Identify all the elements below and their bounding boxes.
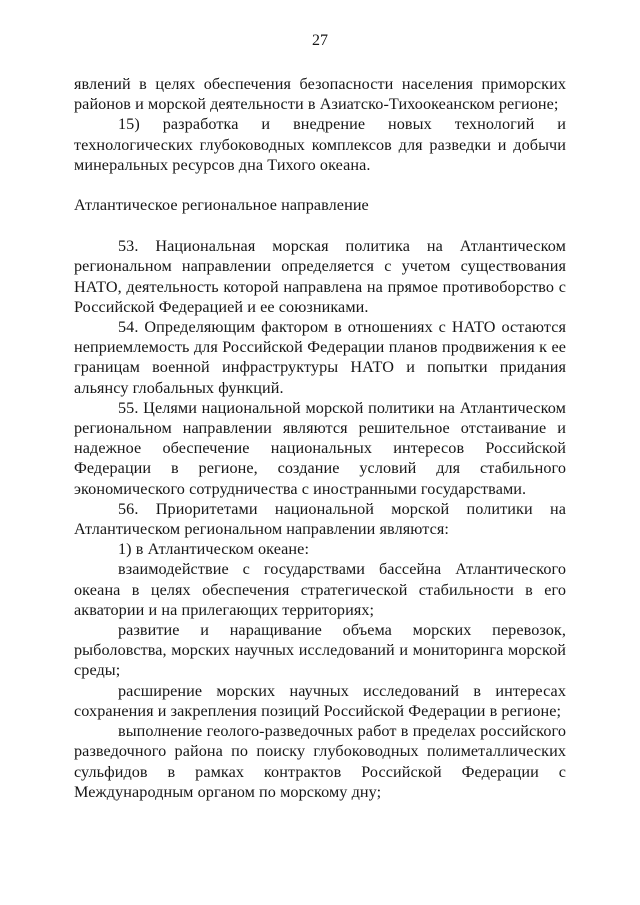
page-number: 27 [312,32,328,49]
paragraph-55: 55. Целями национальной морской политики на Атлантическом региональном направлении являются решительное отстаивание и надежное обеспечение национальных интересов Российской Федерации в регионе, создание условий для стабильного экономического сотрудничества с иностранными государствами. [74,398,566,498]
list-item-exploration: выполнение геолого-разведочных работ в пределах российского разведочного района по поиску глубоководных полиметаллических сульфидов в рамках контрактов Российской Федерации с Международным органом по морскому дну; [74,722,566,801]
list-item-development: развитие и наращивание объема морских перевозок, рыболовства, морских научных исследований и мониторинга морской среды; [74,621,566,680]
section-heading: Атлантическое региональное направление [74,196,369,215]
list-item-interaction: взаимодействие с государствами бассейна Атлантического океана в целях обеспечения стратегической стабильности в его акватории и на прилегающих территориях; [74,560,566,619]
list-item-atlantic-ocean: 1) в Атлантическом океане: [118,540,310,559]
paragraph-56: 56. Приоритетами национальной морской политики на Атлантическом региональном направлении являются: [74,499,566,539]
list-item-research: расширение морских научных исследований в интересах сохранения и закрепления позиций Российской Федерации в регионе; [74,681,566,720]
paragraph-continuation: явлений в целях обеспечения безопасности населения приморских районов и морской деятельности в Азиатско-Тихоокеанском регионе; [74,75,566,114]
document-body [74,74,566,802]
paragraph-53: 53. Национальная морская политика на Атлантическом региональном направлении определяется с учетом существования НАТО, деятельность которой направлена на прямое противоборство с Российской Федерацией и ее союзниками. [74,237,566,316]
paragraph-item-15: 15) разработка и внедрение новых технологий и технологических глубоководных комплексов для разведки и добычи минеральных ресурсов дна Тихого океана. [74,115,566,174]
paragraph-54: 54. Определяющим фактором в отношениях с НАТО остаются неприемлемость для Российской Федерации планов продвижения к ее границам военной инфраструктуры НАТО и попытки придания альянсу глобальных функций. [74,318,566,397]
